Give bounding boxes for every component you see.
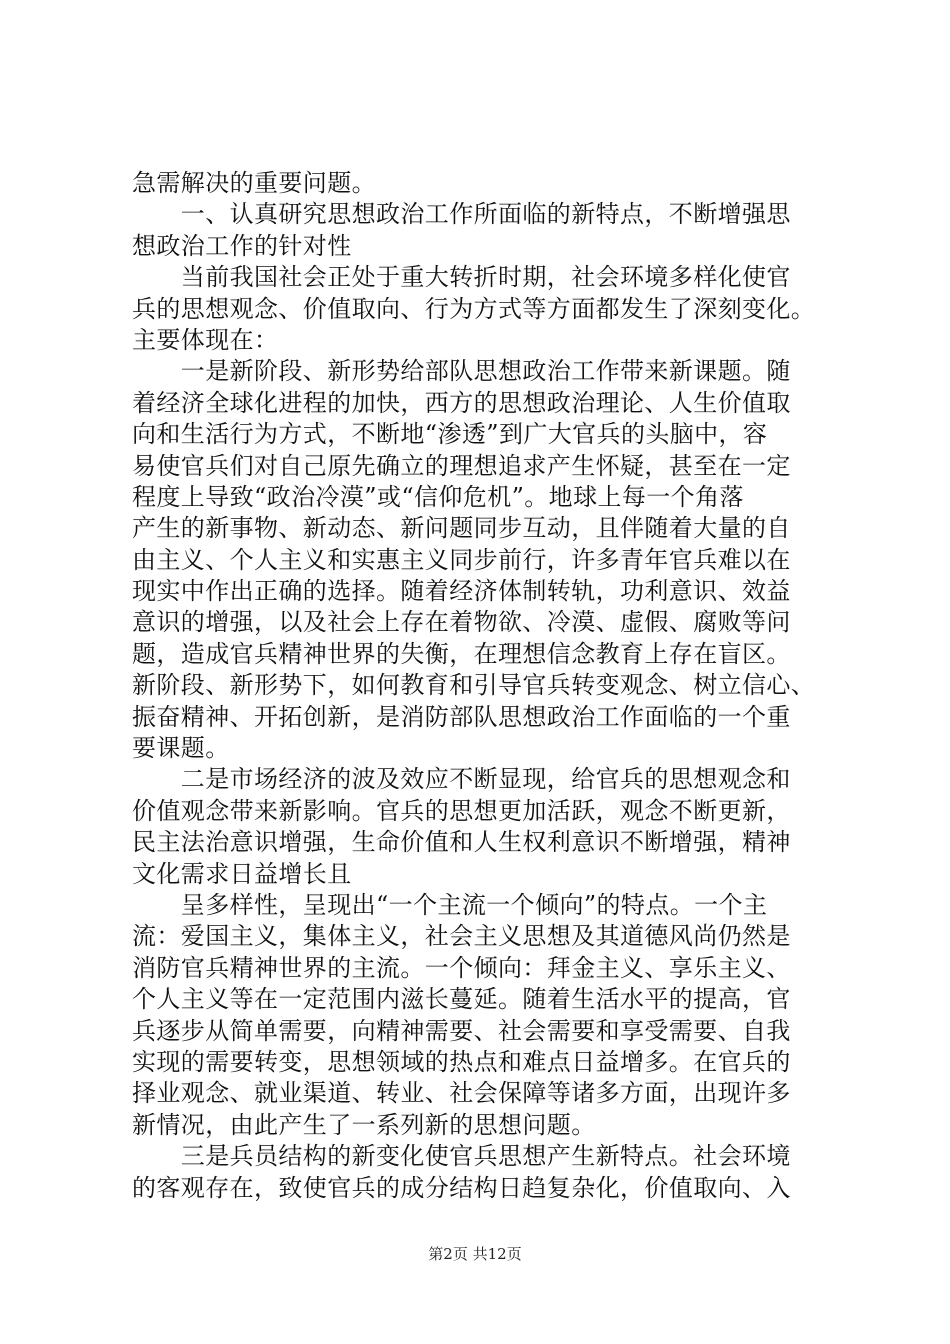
text-line: 消防官兵精神世界的主流。一个倾向：拜金主义、享乐主义、 xyxy=(132,953,791,982)
text-line: 文化需求日益增长且 xyxy=(132,859,352,888)
text-line: 呈多样性，呈现出“一个主流一个倾向”的特点。一个主 xyxy=(132,890,768,919)
text-line: 兵的思想观念、价值取向、行为方式等方面都发生了深刻变化。 xyxy=(132,294,816,323)
text-line: 意识的增强，以及社会上存在着物欲、冷漠、虚假、腐败等问 xyxy=(132,608,791,637)
text-line: 产生的新事物、新动态、新问题同步互动，且伴随着大量的自 xyxy=(132,514,791,543)
text-line: 流：爱国主义，集体主义，社会主义思想及其道德风尚仍然是 xyxy=(132,922,791,951)
text-line: 一、认真研究思想政治工作所面临的新特点，不断增强思 xyxy=(132,200,791,229)
text-line: 易使官兵们对自己原先确立的理想追求产生怀疑，甚至在一定 xyxy=(132,451,791,480)
text-line: 想政治工作的针对性 xyxy=(132,231,352,260)
text-line: 新情况，由此产生了一系列新的思想问题。 xyxy=(132,1110,596,1139)
text-line: 实现的需要转变，思想领域的热点和难点日益增多。在官兵的 xyxy=(132,1047,791,1076)
text-line: 当前我国社会正处于重大转折时期，社会环境多样化使官 xyxy=(132,263,791,292)
page-footer xyxy=(0,1243,950,1264)
page-number-label: 第2页 共12页 xyxy=(428,1245,522,1263)
text-line: 兵逐步从简单需要，向精神需要、社会需要和享受需要、自我 xyxy=(132,1016,791,1045)
text-line: 新阶段、新形势下，如何教育和引导官兵转变观念、树立信心、 xyxy=(132,671,816,700)
text-line: 择业观念、就业渠道、转业、社会保障等诸多方面，出现许多 xyxy=(132,1079,791,1108)
text-line: 一是新阶段、新形势给部队思想政治工作带来新课题。随 xyxy=(132,357,791,386)
text-line: 由主义、个人主义和实惠主义同步前行，许多青年官兵难以在 xyxy=(132,545,791,574)
text-line: 民主法治意识增强，生命价值和人生权利意识不断增强，精神 xyxy=(132,828,791,857)
text-line: 向和生活行为方式，不断地“渗透”到广大官兵的头脑中，容 xyxy=(132,420,768,449)
text-line: 着经济全球化进程的加快，西方的思想政治理论、人生价值取 xyxy=(132,388,791,417)
text-line: 二是市场经济的波及效应不断显现，给官兵的思想观念和 xyxy=(132,765,791,794)
text-line: 程度上导致“政治冷漠”或“信仰危机”。地球上每一个角落 xyxy=(132,482,744,511)
text-line: 的客观存在，致使官兵的成分结构日趋复杂化，价值取向、入 xyxy=(132,1173,791,1202)
text-line: 主要体现在： xyxy=(132,325,279,354)
text-line: 振奋精神、开拓创新，是消防部队思想政治工作面临的一个重 xyxy=(132,702,791,731)
text-line: 急需解决的重要问题。 xyxy=(132,169,376,197)
body-text xyxy=(132,168,832,1204)
text-line: 三是兵员结构的新变化使官兵思想产生新特点。社会环境 xyxy=(132,1142,791,1171)
text-line: 要课题。 xyxy=(132,734,230,763)
text-line: 价值观念带来新影响。官兵的思想更加活跃，观念不断更新， xyxy=(132,796,791,825)
text-line: 题，造成官兵精神世界的失衡，在理想信念教育上存在盲区。 xyxy=(132,639,791,668)
text-line: 现实中作出正确的选择。随着经济体制转轨，功利意识、效益 xyxy=(132,577,791,606)
text-line: 个人主义等在一定范围内滋长蔓延。随着生活水平的提高，官 xyxy=(132,985,791,1014)
